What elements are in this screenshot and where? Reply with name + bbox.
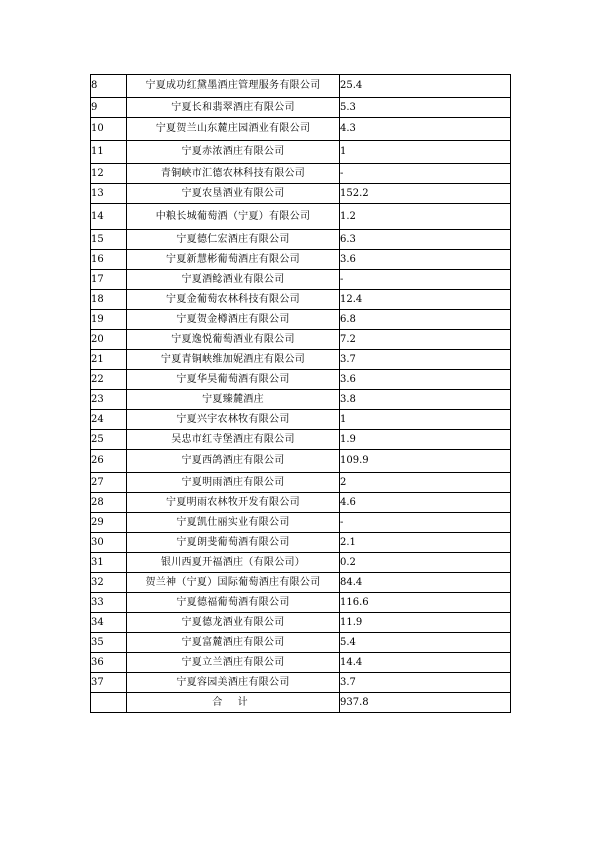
table-row [91, 533, 511, 553]
row-number: 32 [91, 573, 127, 593]
row-value: 5.4 [340, 633, 511, 653]
row-number: 34 [91, 613, 127, 633]
row-value: 152.2 [340, 184, 511, 204]
row-value: 1 [340, 141, 511, 164]
table-row [91, 633, 511, 653]
row-number: 11 [91, 141, 127, 164]
row-value: 3.6 [340, 250, 511, 270]
company-name: 宁夏明雨酒庄有限公司 [127, 473, 340, 493]
table-row [91, 390, 511, 410]
row-value: 109.9 [340, 450, 511, 473]
table-row [91, 473, 511, 493]
company-name: 宁夏德仁宏酒庄有限公司 [127, 230, 340, 250]
row-number: 17 [91, 270, 127, 290]
row-number: 33 [91, 593, 127, 613]
row-value: 3.7 [340, 350, 511, 370]
total-row [91, 693, 511, 713]
row-number: 8 [91, 75, 127, 98]
row-value: - [340, 270, 511, 290]
company-name: 宁夏酒鲶酒业有限公司 [127, 270, 340, 290]
company-name: 吴忠市红寺堡酒庄有限公司 [127, 430, 340, 450]
company-name: 宁夏富麓酒庄有限公司 [127, 633, 340, 653]
row-value: 116.6 [340, 593, 511, 613]
table-row [91, 330, 511, 350]
table-row [91, 270, 511, 290]
company-name: 宁夏农垦酒业有限公司 [127, 184, 340, 204]
row-number: 36 [91, 653, 127, 673]
company-name: 银川西夏开福酒庄（有限公司） [127, 553, 340, 573]
company-name: 中粮长城葡萄酒（宁夏）有限公司 [127, 204, 340, 230]
total-value: 937.8 [340, 693, 511, 713]
company-name: 宁夏贺兰山东麓庄园酒业有限公司 [127, 118, 340, 141]
company-name: 宁夏成功红黛墨酒庄管理服务有限公司 [127, 75, 340, 98]
row-number: 24 [91, 410, 127, 430]
row-value: 1.2 [340, 204, 511, 230]
row-number: 22 [91, 370, 127, 390]
table-row [91, 164, 511, 184]
company-name: 宁夏容园美酒庄有限公司 [127, 673, 340, 693]
row-value: 4.6 [340, 493, 511, 513]
row-number: 12 [91, 164, 127, 184]
company-name: 宁夏西鸽酒庄有限公司 [127, 450, 340, 473]
row-value: 11.9 [340, 613, 511, 633]
total-empty-cell [91, 693, 127, 713]
table-row [91, 673, 511, 693]
row-value: 14.4 [340, 653, 511, 673]
row-number: 9 [91, 98, 127, 118]
table-row [91, 118, 511, 141]
row-value: 3.8 [340, 390, 511, 410]
row-value: 6.3 [340, 230, 511, 250]
row-number: 14 [91, 204, 127, 230]
row-value: 4.3 [340, 118, 511, 141]
row-number: 13 [91, 184, 127, 204]
company-name: 宁夏德龙酒业有限公司 [127, 613, 340, 633]
row-number: 27 [91, 473, 127, 493]
row-number: 23 [91, 390, 127, 410]
row-value: 25.4 [340, 75, 511, 98]
row-number: 37 [91, 673, 127, 693]
row-number: 26 [91, 450, 127, 473]
company-name: 宁夏朗斐葡萄酒有限公司 [127, 533, 340, 553]
table-row [91, 513, 511, 533]
table-row [91, 430, 511, 450]
company-name: 宁夏立兰酒庄有限公司 [127, 653, 340, 673]
table-row [91, 350, 511, 370]
company-name: 宁夏赤浓酒庄有限公司 [127, 141, 340, 164]
row-value: 84.4 [340, 573, 511, 593]
company-name: 宁夏长和翡翠酒庄有限公司 [127, 98, 340, 118]
table-row [91, 653, 511, 673]
row-number: 21 [91, 350, 127, 370]
table-row [91, 493, 511, 513]
row-number: 35 [91, 633, 127, 653]
row-value: - [340, 513, 511, 533]
row-value: 1 [340, 410, 511, 430]
company-name: 青铜峡市汇德农林科技有限公司 [127, 164, 340, 184]
table-row [91, 553, 511, 573]
row-number: 20 [91, 330, 127, 350]
row-number: 31 [91, 553, 127, 573]
row-number: 30 [91, 533, 127, 553]
table-row [91, 250, 511, 270]
row-number: 28 [91, 493, 127, 513]
table-row [91, 290, 511, 310]
row-number: 25 [91, 430, 127, 450]
row-number: 18 [91, 290, 127, 310]
row-value: 5.3 [340, 98, 511, 118]
row-value: 2 [340, 473, 511, 493]
row-value: - [340, 164, 511, 184]
row-value: 12.4 [340, 290, 511, 310]
row-value: 0.2 [340, 553, 511, 573]
row-value: 3.6 [340, 370, 511, 390]
table-row [91, 98, 511, 118]
company-name: 宁夏华昊葡萄酒有限公司 [127, 370, 340, 390]
company-name: 宁夏德福葡萄酒有限公司 [127, 593, 340, 613]
winery-table [90, 74, 511, 713]
company-name: 宁夏臻麓酒庄 [127, 390, 340, 410]
table-row [91, 310, 511, 330]
company-name: 宁夏贺金樽酒庄有限公司 [127, 310, 340, 330]
row-value: 1.9 [340, 430, 511, 450]
winery-table-body [91, 75, 511, 713]
table-row [91, 184, 511, 204]
table-row [91, 573, 511, 593]
company-name: 宁夏兴宇农林牧有限公司 [127, 410, 340, 430]
company-name: 宁夏凯仕丽实业有限公司 [127, 513, 340, 533]
row-value: 6.8 [340, 310, 511, 330]
table-row [91, 613, 511, 633]
company-name: 宁夏金葡萄农林科技有限公司 [127, 290, 340, 310]
row-value: 3.7 [340, 673, 511, 693]
table-row [91, 204, 511, 230]
row-number: 29 [91, 513, 127, 533]
table-row [91, 75, 511, 98]
company-name: 宁夏青铜峡维加妮酒庄有限公司 [127, 350, 340, 370]
row-number: 15 [91, 230, 127, 250]
table-row [91, 450, 511, 473]
table-row [91, 141, 511, 164]
row-number: 19 [91, 310, 127, 330]
row-number: 16 [91, 250, 127, 270]
company-name: 宁夏新慧彬葡萄酒庄有限公司 [127, 250, 340, 270]
row-value: 2.1 [340, 533, 511, 553]
company-name: 宁夏明雨农林牧开发有限公司 [127, 493, 340, 513]
table-row [91, 410, 511, 430]
table-row [91, 230, 511, 250]
company-name: 贺兰神（宁夏）国际葡萄酒庄有限公司 [127, 573, 340, 593]
company-name: 宁夏逸悦葡萄酒业有限公司 [127, 330, 340, 350]
table-row [91, 593, 511, 613]
row-number: 10 [91, 118, 127, 141]
total-label: 合 计 [127, 693, 340, 713]
table-row [91, 370, 511, 390]
row-value: 7.2 [340, 330, 511, 350]
